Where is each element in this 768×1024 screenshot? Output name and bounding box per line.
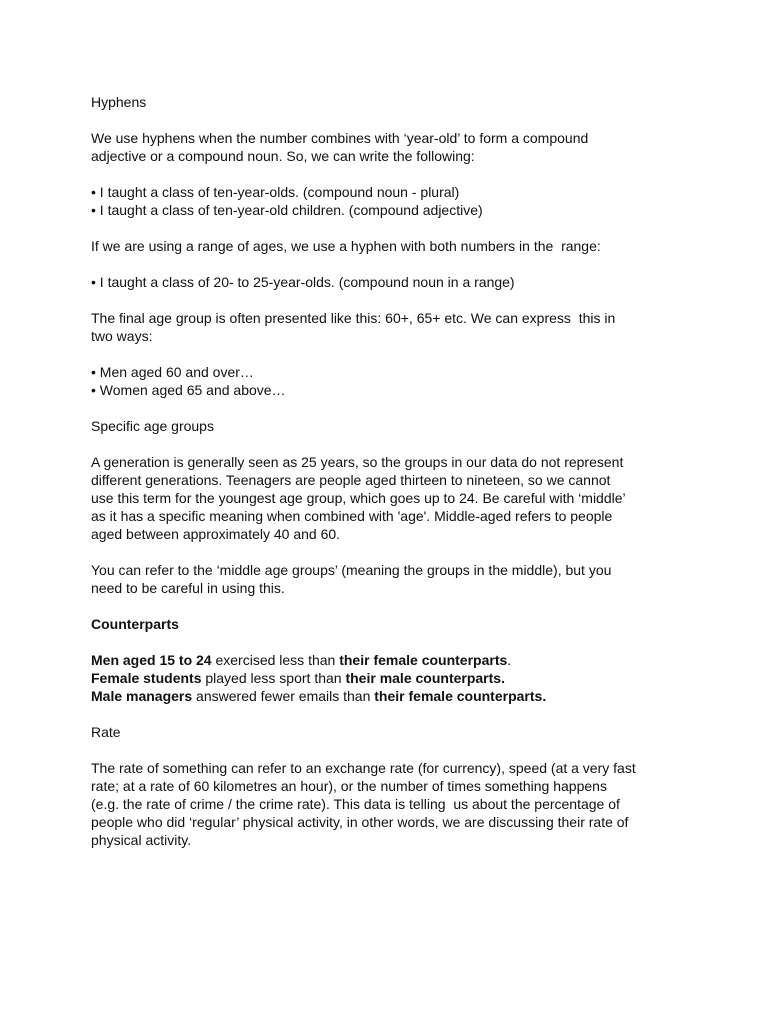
bold-phrase: their female counterparts.	[374, 688, 547, 704]
final-line2: two ways:	[91, 328, 153, 344]
heading-hyphens: Hyphens	[91, 94, 147, 110]
heading-rate: Rate	[91, 724, 121, 740]
bold-phrase: Men aged 15 to 24	[91, 652, 212, 668]
paragraph-line: rate; at a rate of 60 kilometres an hour), or the number of times something happens	[91, 778, 607, 794]
hyphens-intro-line1: We use hyphens when the number combines with ‘year-old’ to form a compound	[91, 130, 589, 146]
final-age-group-paragraph	[91, 309, 721, 345]
paragraph-line: aged between approximately 40 and 60.	[91, 526, 341, 542]
middle-age-groups-paragraph	[91, 561, 721, 597]
heading-counterparts	[91, 615, 721, 633]
list-item: • I taught a class of ten-year-olds. (compound noun - plural)	[91, 184, 460, 200]
counterparts-heading-text: Counterparts	[91, 616, 179, 632]
hyphens-intro	[91, 129, 721, 165]
paragraph-line: use this term for the youngest age group, which goes up to 24. Be careful with ‘middle’	[91, 490, 626, 506]
paragraph-line: as it has a specific meaning when combined with 'age'. Middle-aged refers to people	[91, 508, 613, 524]
paragraph-line: A generation is generally seen as 25 years, so the groups in our data do not represent	[91, 454, 624, 470]
hyphens-intro-line2: adjective or a compound noun. So, we can write the following:	[91, 148, 475, 164]
hyphens-examples-list	[91, 183, 721, 219]
counterparts-examples	[91, 651, 721, 705]
final-age-examples-list	[91, 363, 721, 399]
bold-phrase: Female students	[91, 670, 202, 686]
list-item: • I taught a class of 20- to 25-year-olds. (compound noun in a range)	[91, 274, 515, 290]
bold-phrase: their female counterparts	[339, 652, 508, 668]
plain-phrase: played less sport than	[201, 670, 346, 686]
range-intro: If we are using a range of ages, we use a hyphen with both numbers in the range:	[91, 238, 601, 254]
range-examples-list	[91, 273, 721, 291]
list-item: • I taught a class of ten-year-old children. (compound adjective)	[91, 202, 483, 218]
paragraph-line: different generations. Teenagers are people aged thirteen to nineteen, so we cannot	[91, 472, 611, 488]
bold-phrase: their male counterparts.	[345, 670, 505, 686]
generation-paragraph	[91, 453, 721, 543]
paragraph-line: need to be careful in using this.	[91, 580, 285, 596]
list-item: • Men aged 60 and over…	[91, 364, 254, 380]
paragraph-line: physical activity.	[91, 832, 192, 848]
paragraph-line: The rate of something can refer to an exchange rate (for currency), speed (at a very fast	[91, 760, 636, 776]
document-page	[91, 93, 721, 849]
plain-phrase: answered fewer emails than	[192, 688, 375, 704]
final-line1: The final age group is often presented like this: 60+, 65+ etc. We can express this in	[91, 310, 616, 326]
paragraph-line: (e.g. the rate of crime / the crime rate). This data is telling us about the percentage of	[91, 796, 620, 812]
paragraph-line: You can refer to the ‘middle age groups’ (meaning the groups in the middle), but you	[91, 562, 612, 578]
heading-specific-age-groups: Specific age groups	[91, 418, 214, 434]
list-item: • Women aged 65 and above…	[91, 382, 286, 398]
bold-phrase: Male managers	[91, 688, 193, 704]
paragraph-line: people who did ‘regular’ physical activity, in other words, we are discussing their rate of	[91, 814, 629, 830]
rate-paragraph	[91, 759, 721, 849]
plain-phrase: .	[507, 652, 512, 668]
plain-phrase: exercised less than	[211, 652, 340, 668]
